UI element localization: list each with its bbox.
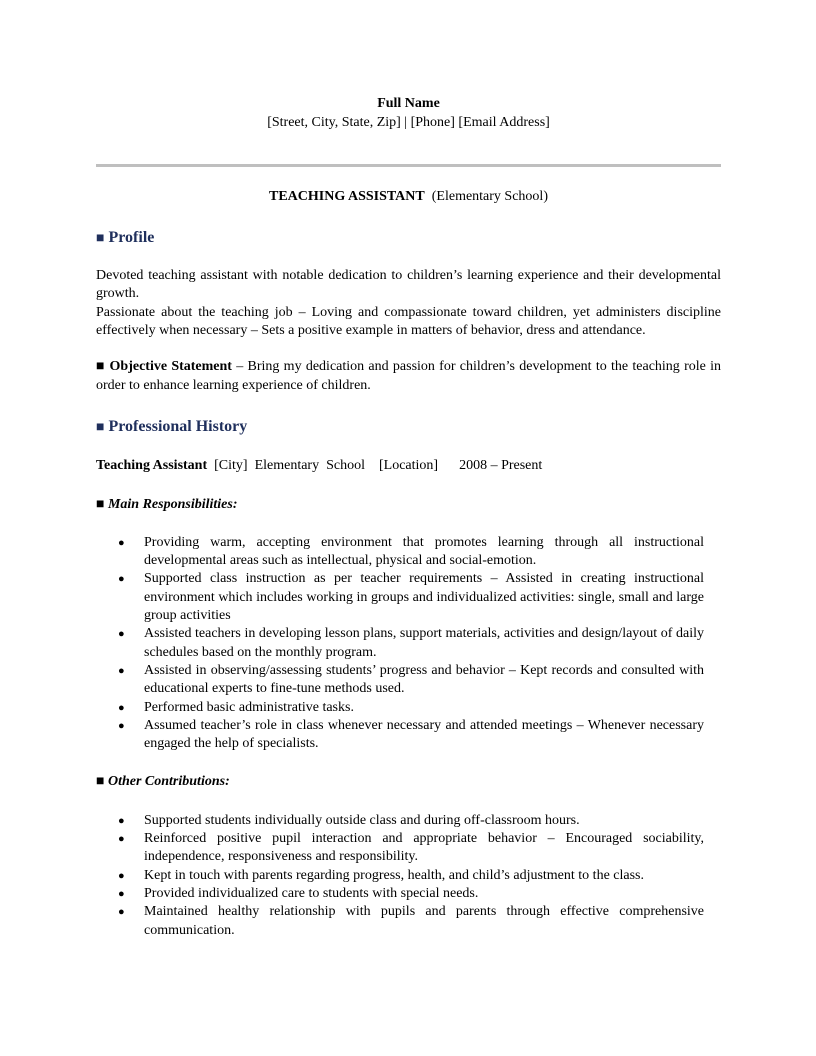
list-item-text: Maintained healthy relationship with pupils and parents through effective comprehensive communication. [144,904,704,938]
main-responsibilities-list [96,534,721,754]
list-item [96,699,704,717]
list-item [96,885,704,903]
other-contributions-heading [96,773,721,791]
bullet-icon: ● [118,833,125,846]
bullet-icon: ● [118,814,125,827]
bullet-icon: ● [118,887,125,900]
square-bullet-icon: ■ [96,359,106,375]
role-qualifier: (Elementary School) [431,188,548,204]
list-item-text: Supported students individually outside class and during off-classroom hours. [144,812,580,828]
list-item-text: Reinforced positive pupil interaction and appropriate behavior – Encouraged sociability, independence, responsiveness and responsibility. [144,831,704,865]
header-divider [96,164,721,167]
history-heading-text: Professional History [108,417,248,435]
list-item [96,830,704,867]
job-details: [City] Elementary School [Location] 2008 – Present [207,458,543,474]
list-item-text: Providing warm, accepting environment that promotes learning through all instructional developmental areas such as intellectual, physical and social-emotion. [144,534,704,569]
bullet-icon: ● [118,664,125,677]
other-contributions-list [96,812,721,940]
list-item-text: Assumed teacher’s role in class whenever necessary and attended meetings – Whenever necessary engaged the help of specialists. [144,717,704,752]
profile-heading [96,229,721,248]
other-contributions-text: Other Contributions: [107,774,230,790]
full-name: Full Name [377,96,440,111]
bullet-icon: ● [118,869,125,882]
square-bullet-icon: ■ [96,419,105,435]
square-bullet-icon: ■ [96,774,105,790]
list-item [96,812,704,830]
bullet-icon: ● [118,573,125,586]
bullet-icon: ● [118,906,125,919]
list-item-text: Provided individualized care to students with special needs. [144,885,479,901]
role-title: TEACHING ASSISTANT [269,188,425,204]
list-item [96,867,704,885]
list-item-text: Performed basic administrative tasks. [144,699,354,715]
list-item [96,717,704,754]
list-item [96,625,704,662]
contact-line: [Street, City, State, Zip] | [Phone] [Email Address] [267,115,550,131]
objective-label: Objective Statement [109,359,232,375]
objective-text: – Bring my dedication and passion for children’s development to the teaching role in order to enhance learning experience of children. [96,359,722,393]
profile-paragraph-1: Devoted teaching assistant with notable dedication to children’s learning experience and their developmental growth. [96,268,721,302]
profile-paragraph-2: Passionate about the teaching job – Loving and compassionate toward children, yet administers discipline effectively when necessary – Sets a positive example in matters of behavior, dress and attendance. [96,304,721,339]
bullet-icon: ● [118,701,125,714]
bullet-icon: ● [118,536,125,549]
bullet-icon: ● [118,628,125,641]
list-item-text: Supported class instruction as per teacher requirements – Assisted in creating instructional environment which includes working in groups and individualized activities: single, small and large group activities [144,571,704,624]
list-item [96,903,704,940]
main-responsibilities-heading [96,496,721,514]
list-item [96,534,704,571]
list-item [96,570,704,625]
square-bullet-icon: ■ [96,496,105,512]
list-item-text: Kept in touch with parents regarding progress, health, and child’s adjustment to the class. [144,867,644,883]
resume-page [96,95,721,940]
list-item-text: Assisted in observing/assessing students’ progress and behavior – Kept records and consulted with educational experts to fine-tune methods used. [144,662,704,697]
job-title: Teaching Assistant [96,458,208,474]
list-item-text: Assisted teachers in developing lesson plans, support materials, activities and design/layout of daily schedules based on the monthly program. [144,626,704,660]
list-item [96,662,704,699]
bullet-icon: ● [118,719,125,732]
job-title-line [96,188,721,206]
main-responsibilities-text: Main Responsibilities: [107,496,238,512]
job-entry [96,457,721,475]
objective-statement [96,358,721,395]
profile-heading-text: Profile [108,228,155,246]
square-bullet-icon: ■ [96,230,105,246]
history-heading [96,418,721,437]
